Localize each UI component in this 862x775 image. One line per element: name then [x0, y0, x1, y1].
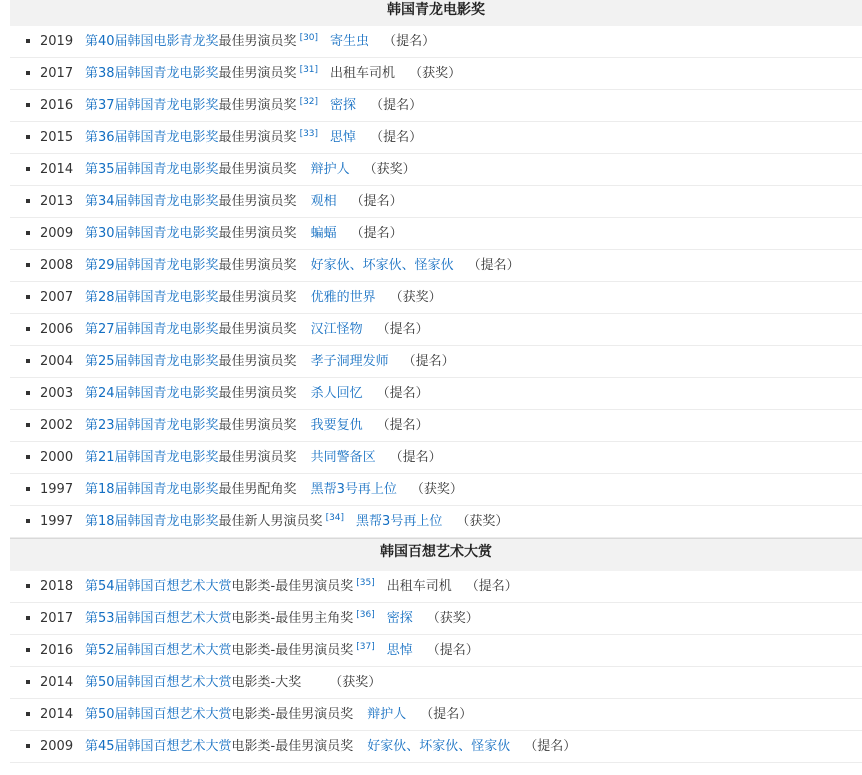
award-year: 2018 [40, 579, 74, 594]
award-category: 最佳男演员奖 [218, 322, 297, 337]
bullet-marker [26, 680, 30, 684]
bullet-marker [26, 167, 30, 171]
citation-link[interactable]: [33] [299, 128, 319, 139]
award-ceremony-link[interactable]: 第36届韩国青龙电影奖 [85, 130, 219, 145]
award-content [85, 635, 479, 666]
award-result: （提名） [370, 98, 423, 113]
award-year: 2003 [40, 386, 74, 401]
award-category: 最佳男演员奖 [218, 386, 297, 401]
award-year: 2000 [40, 450, 74, 465]
award-result: （提名） [350, 226, 403, 241]
award-content [85, 250, 520, 281]
award-content [85, 90, 422, 121]
award-category: 电影类-最佳男演员奖 [231, 707, 354, 722]
film-title[interactable]: 杀人回忆 [310, 386, 363, 401]
award-row [10, 506, 862, 538]
award-year: 2007 [40, 290, 74, 305]
award-year: 2009 [40, 739, 74, 754]
award-category: 电影类-最佳男演员奖 [231, 739, 354, 754]
citation-link[interactable]: [35] [356, 577, 375, 588]
award-ceremony-link[interactable]: 第54届韩国百想艺术大赏 [85, 579, 232, 594]
section-title-blue-dragon: 韩国青龙电影奖 [10, 0, 862, 26]
film-title[interactable]: 密探 [386, 611, 413, 626]
bullet-marker [26, 391, 30, 395]
award-ceremony-link[interactable]: 第28届韩国青龙电影奖 [85, 290, 219, 305]
film-title[interactable]: 观相 [310, 194, 337, 209]
award-category: 电影类-最佳男演员奖 [231, 643, 354, 658]
bullet-marker [26, 135, 30, 139]
film-title[interactable]: 好家伙、坏家伙、怪家伙 [367, 739, 511, 754]
award-ceremony-link[interactable]: 第25届韩国青龙电影奖 [85, 354, 219, 369]
film-title[interactable]: 黑帮3号再上位 [310, 482, 397, 497]
award-category: 最佳男演员奖 [218, 98, 297, 113]
film-title[interactable]: 我要复仇 [310, 418, 363, 433]
award-year: 2019 [40, 34, 74, 49]
award-ceremony-link[interactable]: 第18届韩国青龙电影奖 [85, 482, 219, 497]
award-content [85, 282, 442, 313]
award-result: （获奖） [456, 514, 509, 529]
bullet-marker [26, 455, 30, 459]
award-year: 2014 [40, 675, 74, 690]
award-row [10, 474, 862, 506]
award-year: 2006 [40, 322, 74, 337]
award-category: 最佳男演员奖 [218, 450, 297, 465]
baeksang-award-rows [10, 571, 862, 763]
award-content [85, 122, 422, 153]
award-category: 最佳男演员奖 [218, 34, 297, 49]
award-result: （提名） [383, 34, 436, 49]
award-year: 2017 [40, 611, 74, 626]
award-row [10, 635, 862, 667]
film-title[interactable]: 密探 [330, 98, 357, 113]
bullet-marker [26, 616, 30, 620]
award-category: 最佳男演员奖 [218, 162, 297, 177]
award-category: 最佳男配角奖 [218, 482, 297, 497]
award-row [10, 154, 862, 186]
award-category: 最佳男演员奖 [218, 354, 297, 369]
award-result: （获奖） [409, 66, 462, 81]
award-ceremony-link[interactable]: 第23届韩国青龙电影奖 [85, 418, 219, 433]
award-row [10, 410, 862, 442]
award-content [85, 571, 518, 602]
award-ceremony-link[interactable]: 第29届韩国青龙电影奖 [85, 258, 219, 273]
award-category: 最佳男演员奖 [218, 226, 297, 241]
film-title[interactable]: 孝子洞理发师 [310, 354, 389, 369]
award-year: 2017 [40, 66, 74, 81]
award-result: （获奖） [389, 290, 442, 305]
film-title[interactable]: 辩护人 [367, 707, 407, 722]
award-content [85, 378, 429, 409]
award-ceremony-link[interactable]: 第37届韩国青龙电影奖 [85, 98, 219, 113]
award-row [10, 90, 862, 122]
award-result: （获奖） [426, 611, 479, 626]
bullet-marker [26, 519, 30, 523]
bullet-marker [26, 295, 30, 299]
award-row [10, 731, 862, 763]
bullet-marker [26, 487, 30, 491]
film-title[interactable]: 共同警备区 [310, 450, 376, 465]
film-title[interactable]: 蝙蝠 [310, 226, 337, 241]
bullet-marker [26, 584, 30, 588]
award-year: 2009 [40, 226, 74, 241]
award-year: 2016 [40, 98, 74, 113]
award-content [85, 506, 508, 537]
award-result: （获奖） [410, 482, 463, 497]
award-content [85, 346, 455, 377]
award-year: 2016 [40, 643, 74, 658]
bullet-marker [26, 423, 30, 427]
bullet-marker [26, 712, 30, 716]
award-row [10, 442, 862, 474]
bullet-marker [26, 327, 30, 331]
award-year: 2008 [40, 258, 74, 273]
award-content [85, 218, 403, 249]
bullet-marker [26, 231, 30, 235]
film-title[interactable]: 寄生虫 [330, 34, 370, 49]
award-year: 1997 [40, 514, 74, 529]
award-result: （提名） [376, 386, 429, 401]
award-year: 2004 [40, 354, 74, 369]
award-category: 电影类-最佳男演员奖 [231, 579, 354, 594]
award-ceremony-link[interactable]: 第50届韩国百想艺术大赏 [85, 675, 232, 690]
award-ceremony-link[interactable]: 第53届韩国百想艺术大赏 [85, 611, 232, 626]
blue-dragon-award-rows [10, 26, 862, 538]
award-result: （获奖） [363, 162, 416, 177]
award-result: （提名） [402, 354, 455, 369]
award-row [10, 346, 862, 378]
award-content [85, 26, 435, 57]
award-row [10, 314, 862, 346]
award-content [85, 731, 576, 762]
award-row [10, 603, 862, 635]
award-result: （提名） [524, 739, 577, 754]
award-result: （提名） [420, 707, 473, 722]
award-ceremony-link[interactable]: 第50届韩国百想艺术大赏 [85, 707, 232, 722]
award-ceremony-link[interactable]: 第38届韩国青龙电影奖 [85, 66, 219, 81]
award-result: （获奖） [329, 675, 382, 690]
award-row [10, 571, 862, 603]
award-ceremony-link[interactable]: 第30届韩国青龙电影奖 [85, 226, 219, 241]
award-ceremony-link[interactable]: 第24届韩国青龙电影奖 [85, 386, 219, 401]
film-title[interactable]: 辩护人 [310, 162, 350, 177]
award-year: 2014 [40, 162, 74, 177]
award-year: 1997 [40, 482, 74, 497]
award-row [10, 58, 862, 90]
award-result: （提名） [370, 130, 423, 145]
film-title[interactable]: 思悼 [330, 130, 357, 145]
award-ceremony-link[interactable]: 第21届韩国青龙电影奖 [85, 450, 219, 465]
film-title[interactable]: 汉江怪物 [310, 322, 363, 337]
award-row [10, 699, 862, 731]
film-title[interactable]: 黑帮3号再上位 [356, 514, 443, 529]
award-content [85, 474, 463, 505]
award-ceremony-link[interactable]: 第40届韩国电影青龙奖 [85, 34, 219, 49]
award-category: 最佳男演员奖 [218, 194, 297, 209]
film-title: 出租车司机 [330, 66, 396, 81]
award-year: 2013 [40, 194, 74, 209]
award-row [10, 186, 862, 218]
award-category: 最佳男演员奖 [218, 418, 297, 433]
award-ceremony-link[interactable]: 第18届韩国青龙电影奖 [85, 514, 219, 529]
award-content [85, 186, 403, 217]
award-content [85, 442, 442, 473]
award-category: 电影类-最佳男主角奖 [231, 611, 354, 626]
award-row [10, 282, 862, 314]
award-content [85, 603, 479, 634]
award-result: （提名） [376, 418, 429, 433]
award-year: 2002 [40, 418, 74, 433]
film-title[interactable]: 思悼 [386, 643, 413, 658]
citation-link[interactable]: [36] [356, 609, 375, 620]
section-title-baeksang: 韩国百想艺术大赏 [10, 538, 862, 571]
award-row [10, 218, 862, 250]
award-category: 最佳男演员奖 [218, 66, 297, 81]
citation-link[interactable]: [30] [299, 32, 319, 43]
award-category: 最佳新人男演员奖 [218, 514, 323, 529]
bullet-marker [26, 359, 30, 363]
bullet-marker [26, 199, 30, 203]
award-result: （提名） [467, 258, 520, 273]
award-ceremony-link[interactable]: 第27届韩国青龙电影奖 [85, 322, 219, 337]
film-title[interactable]: 好家伙、坏家伙、怪家伙 [310, 258, 454, 273]
bullet-marker [26, 103, 30, 107]
bullet-marker [26, 71, 30, 75]
award-result: （提名） [350, 194, 403, 209]
award-category: 最佳男演员奖 [218, 290, 297, 305]
award-content [85, 314, 429, 345]
award-result: （提名） [465, 579, 518, 594]
award-result: （提名） [426, 643, 479, 658]
award-content [85, 667, 381, 698]
bullet-marker [26, 39, 30, 43]
film-title: 出租车司机 [386, 579, 452, 594]
citation-link[interactable]: [31] [299, 64, 319, 75]
award-year: 2014 [40, 707, 74, 722]
award-category: 最佳男演员奖 [218, 258, 297, 273]
award-row [10, 26, 862, 58]
award-ceremony-link[interactable]: 第52届韩国百想艺术大赏 [85, 643, 232, 658]
bullet-marker [26, 744, 30, 748]
awards-list [10, 0, 862, 763]
citation-link[interactable]: [34] [325, 512, 345, 523]
bullet-marker [26, 648, 30, 652]
award-result: （提名） [376, 322, 429, 337]
award-category: 最佳男演员奖 [218, 130, 297, 145]
award-row [10, 250, 862, 282]
bullet-marker [26, 263, 30, 267]
award-content [85, 154, 416, 185]
citation-link[interactable]: [32] [299, 96, 319, 107]
award-content [85, 410, 429, 441]
award-row [10, 667, 862, 699]
award-content [85, 58, 461, 89]
award-row [10, 378, 862, 410]
award-row [10, 122, 862, 154]
citation-link[interactable]: [37] [356, 641, 375, 652]
award-ceremony-link[interactable]: 第45届韩国百想艺术大赏 [85, 739, 232, 754]
award-ceremony-link[interactable]: 第34届韩国青龙电影奖 [85, 194, 219, 209]
award-year: 2015 [40, 130, 74, 145]
award-content [85, 699, 472, 730]
award-result: （提名） [389, 450, 442, 465]
film-title[interactable]: 优雅的世界 [310, 290, 376, 305]
award-category: 电影类-大奖 [231, 675, 302, 690]
award-ceremony-link[interactable]: 第35届韩国青龙电影奖 [85, 162, 219, 177]
